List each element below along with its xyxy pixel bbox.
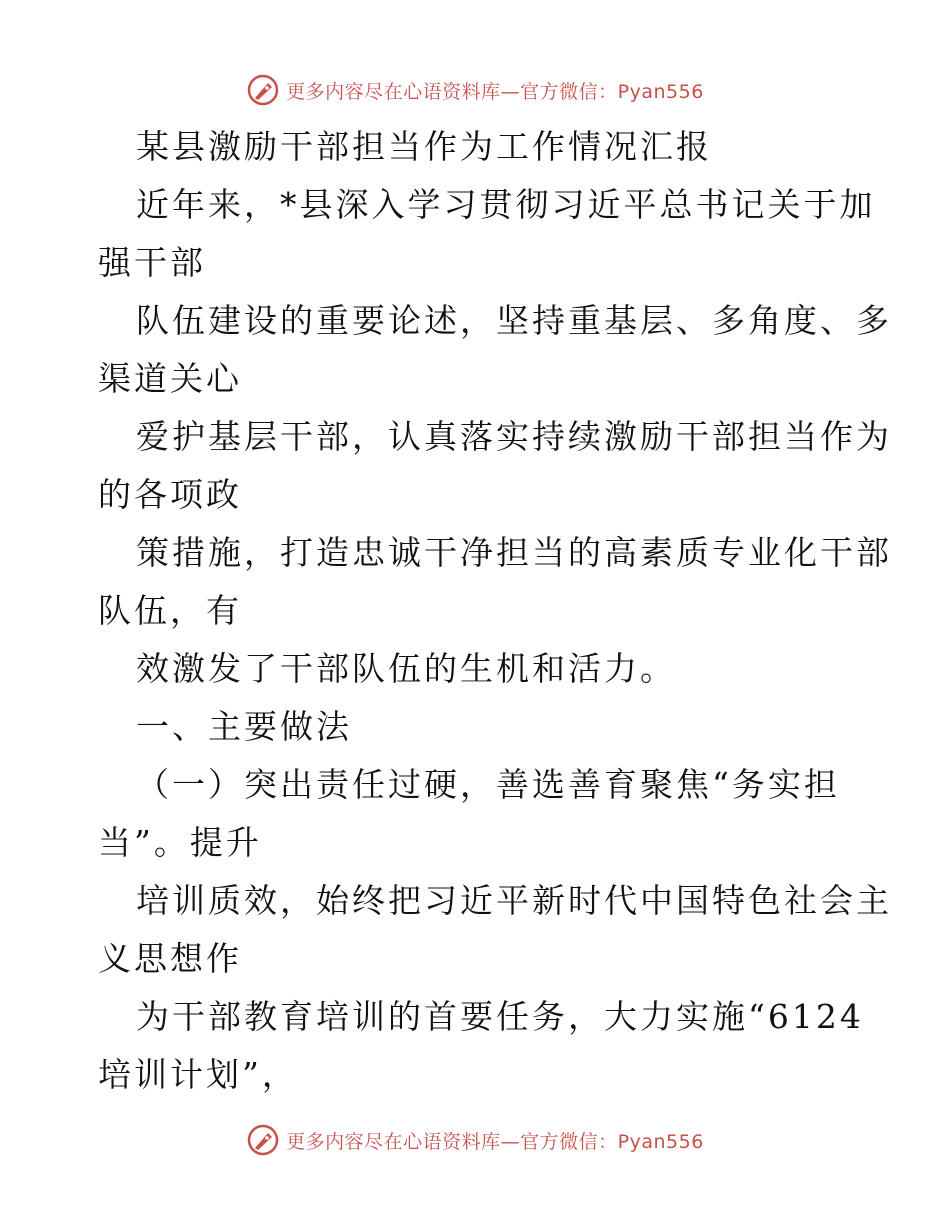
text-line: 培训质效，始终把习近平新时代中国特色社会主	[136, 881, 892, 920]
text-line: 培训计划”，	[98, 1055, 298, 1094]
text-line: 一、主要做法	[136, 707, 352, 746]
text-line: 近年来，*县深入学习贯彻习近平总书记关于加	[136, 185, 876, 224]
text-line: 爱护基层干部，认真落实持续激励干部担当作为	[136, 417, 892, 456]
text-line: 队伍，有	[98, 591, 242, 630]
pen-nib-logo-icon	[246, 1123, 280, 1157]
text-line: 当”。提升	[98, 823, 262, 862]
pen-nib-logo-icon	[246, 73, 280, 107]
text-line: 的各项政	[98, 475, 242, 514]
text-line: （一）突出责任过硬，善选善育聚焦“务实担	[136, 765, 840, 804]
text-line: 为干部教育培训的首要任务，大力实施“6124	[136, 997, 864, 1036]
text-line: 策措施，打造忠诚干净担当的高素质专业化干部	[136, 533, 892, 572]
text-line: 渠道关心	[98, 359, 242, 398]
text-line: 强干部	[98, 243, 206, 282]
text-line: 效激发了干部队伍的生机和活力。	[136, 649, 676, 688]
text-line: 义思想作	[98, 939, 242, 978]
watermark-text: 更多内容尽在心语资料库—官方微信：Pyan556	[286, 80, 704, 103]
footer-watermark	[0, 1120, 950, 1160]
document-body	[98, 118, 892, 1104]
header-watermark	[0, 70, 950, 110]
text-line: 队伍建设的重要论述，坚持重基层、多角度、多	[136, 301, 892, 340]
document-title: 某县激励干部担当作为工作情况汇报	[136, 127, 712, 166]
watermark-text: 更多内容尽在心语资料库—官方微信：Pyan556	[286, 1130, 704, 1153]
